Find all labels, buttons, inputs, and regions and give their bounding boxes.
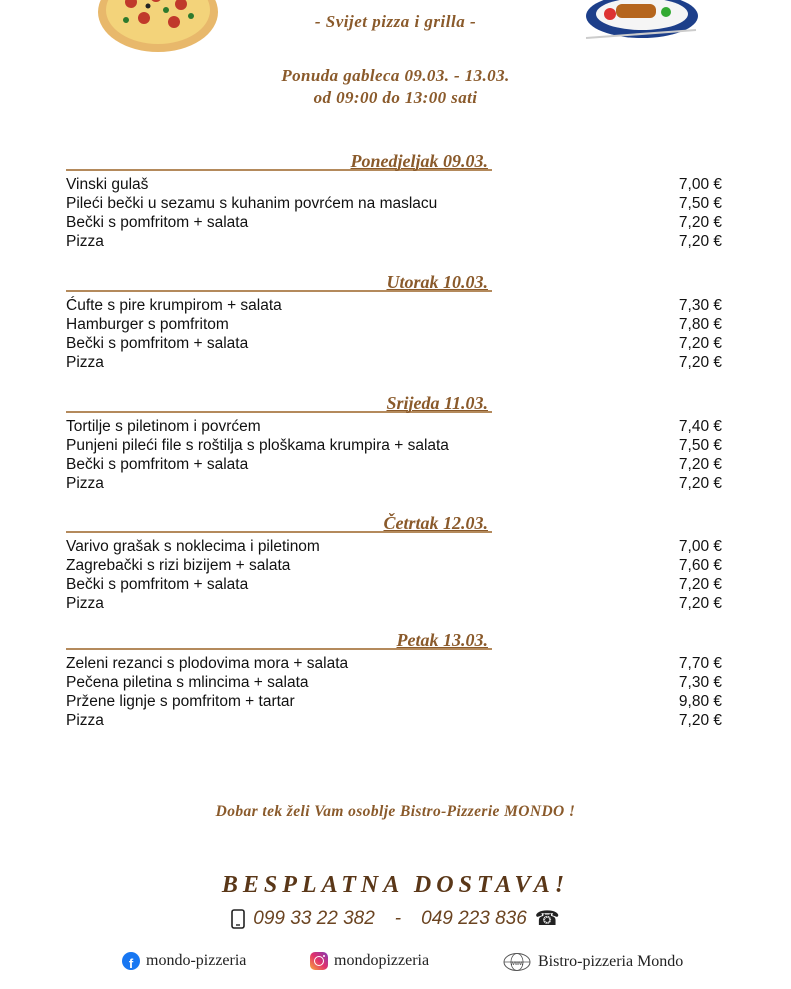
dish-price: 7,20 € (678, 475, 722, 492)
instagram-link[interactable] (310, 952, 429, 970)
dish-name: Pileći bečki u sezamu s kuhanim povrćem na maslacu (66, 195, 438, 212)
menu-item (66, 711, 726, 730)
day-title: Srijeda 11.03. (386, 393, 488, 413)
dish-price: 7,00 € (678, 176, 722, 193)
menu-item (66, 436, 726, 455)
menu-item (66, 334, 726, 353)
menu-item (66, 474, 726, 493)
dish-price: 7,20 € (678, 214, 722, 231)
dish-name: Hamburger s pomfritom (66, 316, 229, 333)
dish-name: Vinski gulaš (66, 176, 149, 193)
phone-separator: - (394, 907, 402, 929)
dish-name: Ćufte s pire krumpirom + salata (66, 297, 282, 314)
dish-price: 7,80 € (678, 316, 722, 333)
dish-name: Bečki s pomfritom + salata (66, 456, 249, 473)
dish-name: Pizza (66, 595, 104, 612)
day-heading (66, 271, 492, 292)
menu-item (66, 417, 726, 436)
dish-name: Pržene lignje s pomfritom + tartar (66, 693, 295, 710)
landline-number[interactable]: 049 223 836 (421, 907, 527, 929)
dish-name: Zagrebački s rizi bizijem + salata (66, 557, 291, 574)
instagram-icon (310, 952, 328, 970)
dish-name: Punjeni pileći file s roštilja s ploškama krumpira + salata (66, 437, 449, 454)
dish-price: 7,20 € (678, 233, 722, 250)
dish-price: 7,40 € (678, 418, 722, 435)
day-section-monday (66, 150, 726, 251)
menu-item (66, 537, 726, 556)
dish-price: 7,20 € (678, 335, 722, 352)
website-link[interactable] (502, 952, 683, 972)
free-delivery-banner: BESPLATNA DOSTAVA! (221, 872, 570, 898)
dish-name: Varivo grašak s noklecima i piletinom (66, 538, 320, 555)
menu-item (66, 594, 726, 613)
day-title: Ponedjeljak 09.03. (350, 151, 488, 171)
menu-item (66, 455, 726, 474)
menu-item (66, 315, 726, 334)
dish-price: 7,20 € (678, 712, 722, 729)
facebook-icon: f (122, 952, 140, 970)
mobile-number[interactable]: 099 33 22 382 (253, 907, 375, 929)
dish-price: 7,20 € (678, 595, 722, 612)
phone-numbers (0, 906, 791, 931)
telephone-icon: ☎ (534, 908, 560, 930)
offer-hours: od 09:00 do 13:00 sati (313, 88, 478, 107)
dish-name: Pizza (66, 233, 104, 250)
menu-item (66, 232, 726, 251)
menu-item (66, 213, 726, 232)
closing-message: Dobar tek želi Vam osoblje Bistro-Pizzerie MONDO ! (215, 803, 576, 820)
menu-item (66, 556, 726, 575)
menu-item (66, 692, 726, 711)
dish-name: Tortilje s piletinom i povrćem (66, 418, 261, 435)
day-section-wednesday (66, 392, 726, 493)
dish-price: 7,50 € (678, 437, 722, 454)
menu-item (66, 296, 726, 315)
dish-name: Bečki s pomfritom + salata (66, 335, 249, 352)
menu-item (66, 175, 726, 194)
dish-price: 7,00 € (678, 538, 722, 555)
day-heading (66, 512, 492, 533)
dish-price: 7,20 € (678, 576, 722, 593)
website-name: Bistro-pizzeria Mondo (538, 953, 684, 970)
day-title: Utorak 10.03. (386, 272, 488, 292)
menu-item (66, 673, 726, 692)
dish-name: Pizza (66, 475, 104, 492)
menu-item (66, 194, 726, 213)
dish-name: Zeleni rezanci s plodovima mora + salata (66, 655, 349, 672)
day-title: Petak 13.03. (396, 630, 488, 650)
www-label: www (510, 961, 524, 967)
dish-name: Bečki s pomfritom + salata (66, 214, 249, 231)
instagram-handle: mondopizzeria (334, 952, 430, 969)
facebook-link[interactable] (122, 952, 246, 970)
dish-name: Pečena piletina s mlincima + salata (66, 674, 309, 691)
menu-item (66, 654, 726, 673)
dish-price: 7,20 € (678, 456, 722, 473)
day-heading (66, 150, 492, 171)
dish-price: 7,30 € (678, 297, 722, 314)
dish-price: 7,50 € (678, 195, 722, 212)
menu-item (66, 575, 726, 594)
day-heading (66, 392, 492, 413)
day-heading (66, 629, 492, 650)
globe-icon (502, 952, 532, 972)
day-section-tuesday (66, 271, 726, 372)
day-section-friday (66, 629, 726, 730)
dish-price: 9,80 € (678, 693, 722, 710)
dish-price: 7,30 € (678, 674, 722, 691)
dish-price: 7,60 € (678, 557, 722, 574)
mobile-phone-icon (231, 909, 245, 929)
dish-name: Pizza (66, 354, 104, 371)
dish-price: 7,70 € (678, 655, 722, 672)
day-title: Četrtak 12.03. (383, 513, 488, 533)
dish-price: 7,20 € (678, 354, 722, 371)
menu-item (66, 353, 726, 372)
dish-name: Pizza (66, 712, 104, 729)
tagline: - Svijet pizza i grilla - (314, 12, 477, 31)
offer-period: Ponuda gableca 09.03. - 13.03. (281, 66, 510, 85)
dish-name: Bečki s pomfritom + salata (66, 576, 249, 593)
facebook-handle: mondo-pizzeria (146, 952, 247, 969)
social-links (0, 952, 791, 976)
day-section-thursday (66, 512, 726, 613)
